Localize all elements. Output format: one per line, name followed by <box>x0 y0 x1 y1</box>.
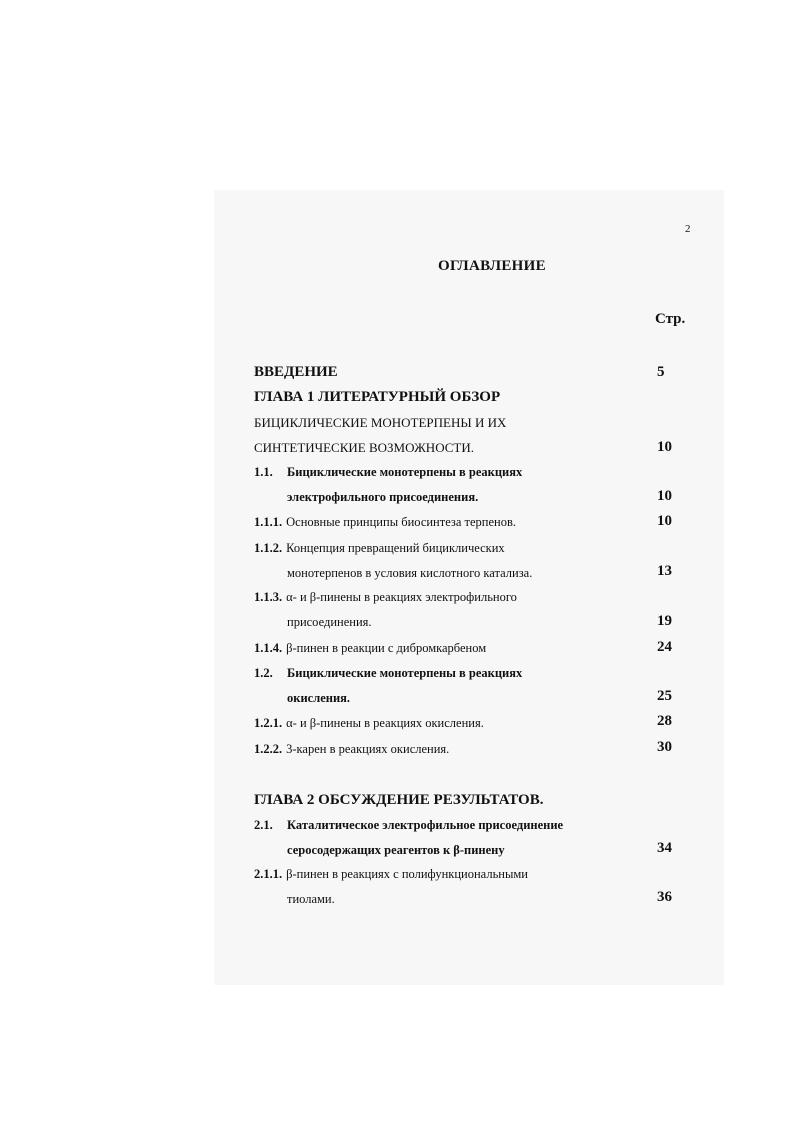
entry-page: 19 <box>657 613 672 629</box>
entry-page: 10 <box>657 439 672 455</box>
entry-title-line: 3-карен в реакциях окисления. <box>286 742 450 756</box>
entry-number: 2.1. <box>254 818 273 832</box>
page-number: 2 <box>685 223 691 235</box>
entry-title: ВВЕДЕНИЕ <box>254 364 338 380</box>
entry-title-line: серосодержащих реагентов к β-пинену <box>287 843 505 857</box>
entry-title-line: тиолами. <box>287 892 335 906</box>
entry-page: 10 <box>657 488 672 504</box>
entry-title-line: Бициклические монотерпены в реакциях <box>287 666 523 680</box>
entry-title: ГЛАВА 2 ОБСУЖДЕНИЕ РЕЗУЛЬТАТОВ. <box>254 792 544 808</box>
entry-title-line: окисления. <box>287 691 351 705</box>
entry-title-line: Концепция превращений бициклических <box>286 541 505 555</box>
entry-title-line: электрофильного присоединения. <box>287 490 479 504</box>
entry-number: 2.1.1. <box>254 867 283 881</box>
entry-title-line: α- и β-пинены в реакциях окисления. <box>286 716 484 730</box>
entry-title-line: присоединения. <box>287 615 372 629</box>
entry-title-line: β-пинен в реакции с дибромкарбеном <box>286 641 487 655</box>
entry-number: 1.1.3. <box>254 590 283 604</box>
entry-title-line: Каталитическое электрофильное присоединение <box>287 818 564 832</box>
entry-title-line: Бициклические монотерпены в реакциях <box>287 465 523 479</box>
entry-page: 24 <box>657 639 672 655</box>
entry-page: 34 <box>657 840 672 856</box>
entry-title-line: монотерпенов в условия кислотного катализа. <box>287 566 533 580</box>
entry-title-line: БИЦИКЛИЧЕСКИЕ МОНОТЕРПЕНЫ И ИХ <box>254 415 507 430</box>
toc-title: ОГЛАВЛЕНИЕ <box>438 258 546 274</box>
entry-page: 28 <box>657 713 672 729</box>
entry-page: 36 <box>657 889 672 905</box>
entry-page: 10 <box>657 513 672 529</box>
entry-title-line: α- и β-пинены в реакциях электрофильного <box>286 590 517 604</box>
entry-title-line: β-пинен в реакциях с полифункциональными <box>286 867 528 881</box>
entry-page: 30 <box>657 739 672 755</box>
entry-number: 1.2. <box>254 666 273 680</box>
entry-number: 1.1.1. <box>254 515 283 529</box>
entry-number: 1.1. <box>254 465 273 479</box>
entry-number: 1.1.2. <box>254 541 283 555</box>
entry-page: 5 <box>657 364 665 380</box>
entry-number: 1.2.2. <box>254 742 283 756</box>
entry-title-line: Основные принципы биосинтеза терпенов. <box>286 515 516 529</box>
entry-number: 1.2.1. <box>254 716 283 730</box>
entry-page: 25 <box>657 688 672 704</box>
scanned-page <box>214 190 724 985</box>
entry-title: ГЛАВА 1 ЛИТЕРАТУРНЫЙ ОБЗОР <box>254 389 501 405</box>
entry-page: 13 <box>657 563 672 579</box>
entry-title-line: СИНТЕТИЧЕСКИЕ ВОЗМОЖНОСТИ. <box>254 440 474 455</box>
page-column-label: Стр. <box>655 311 686 327</box>
entry-number: 1.1.4. <box>254 641 283 655</box>
